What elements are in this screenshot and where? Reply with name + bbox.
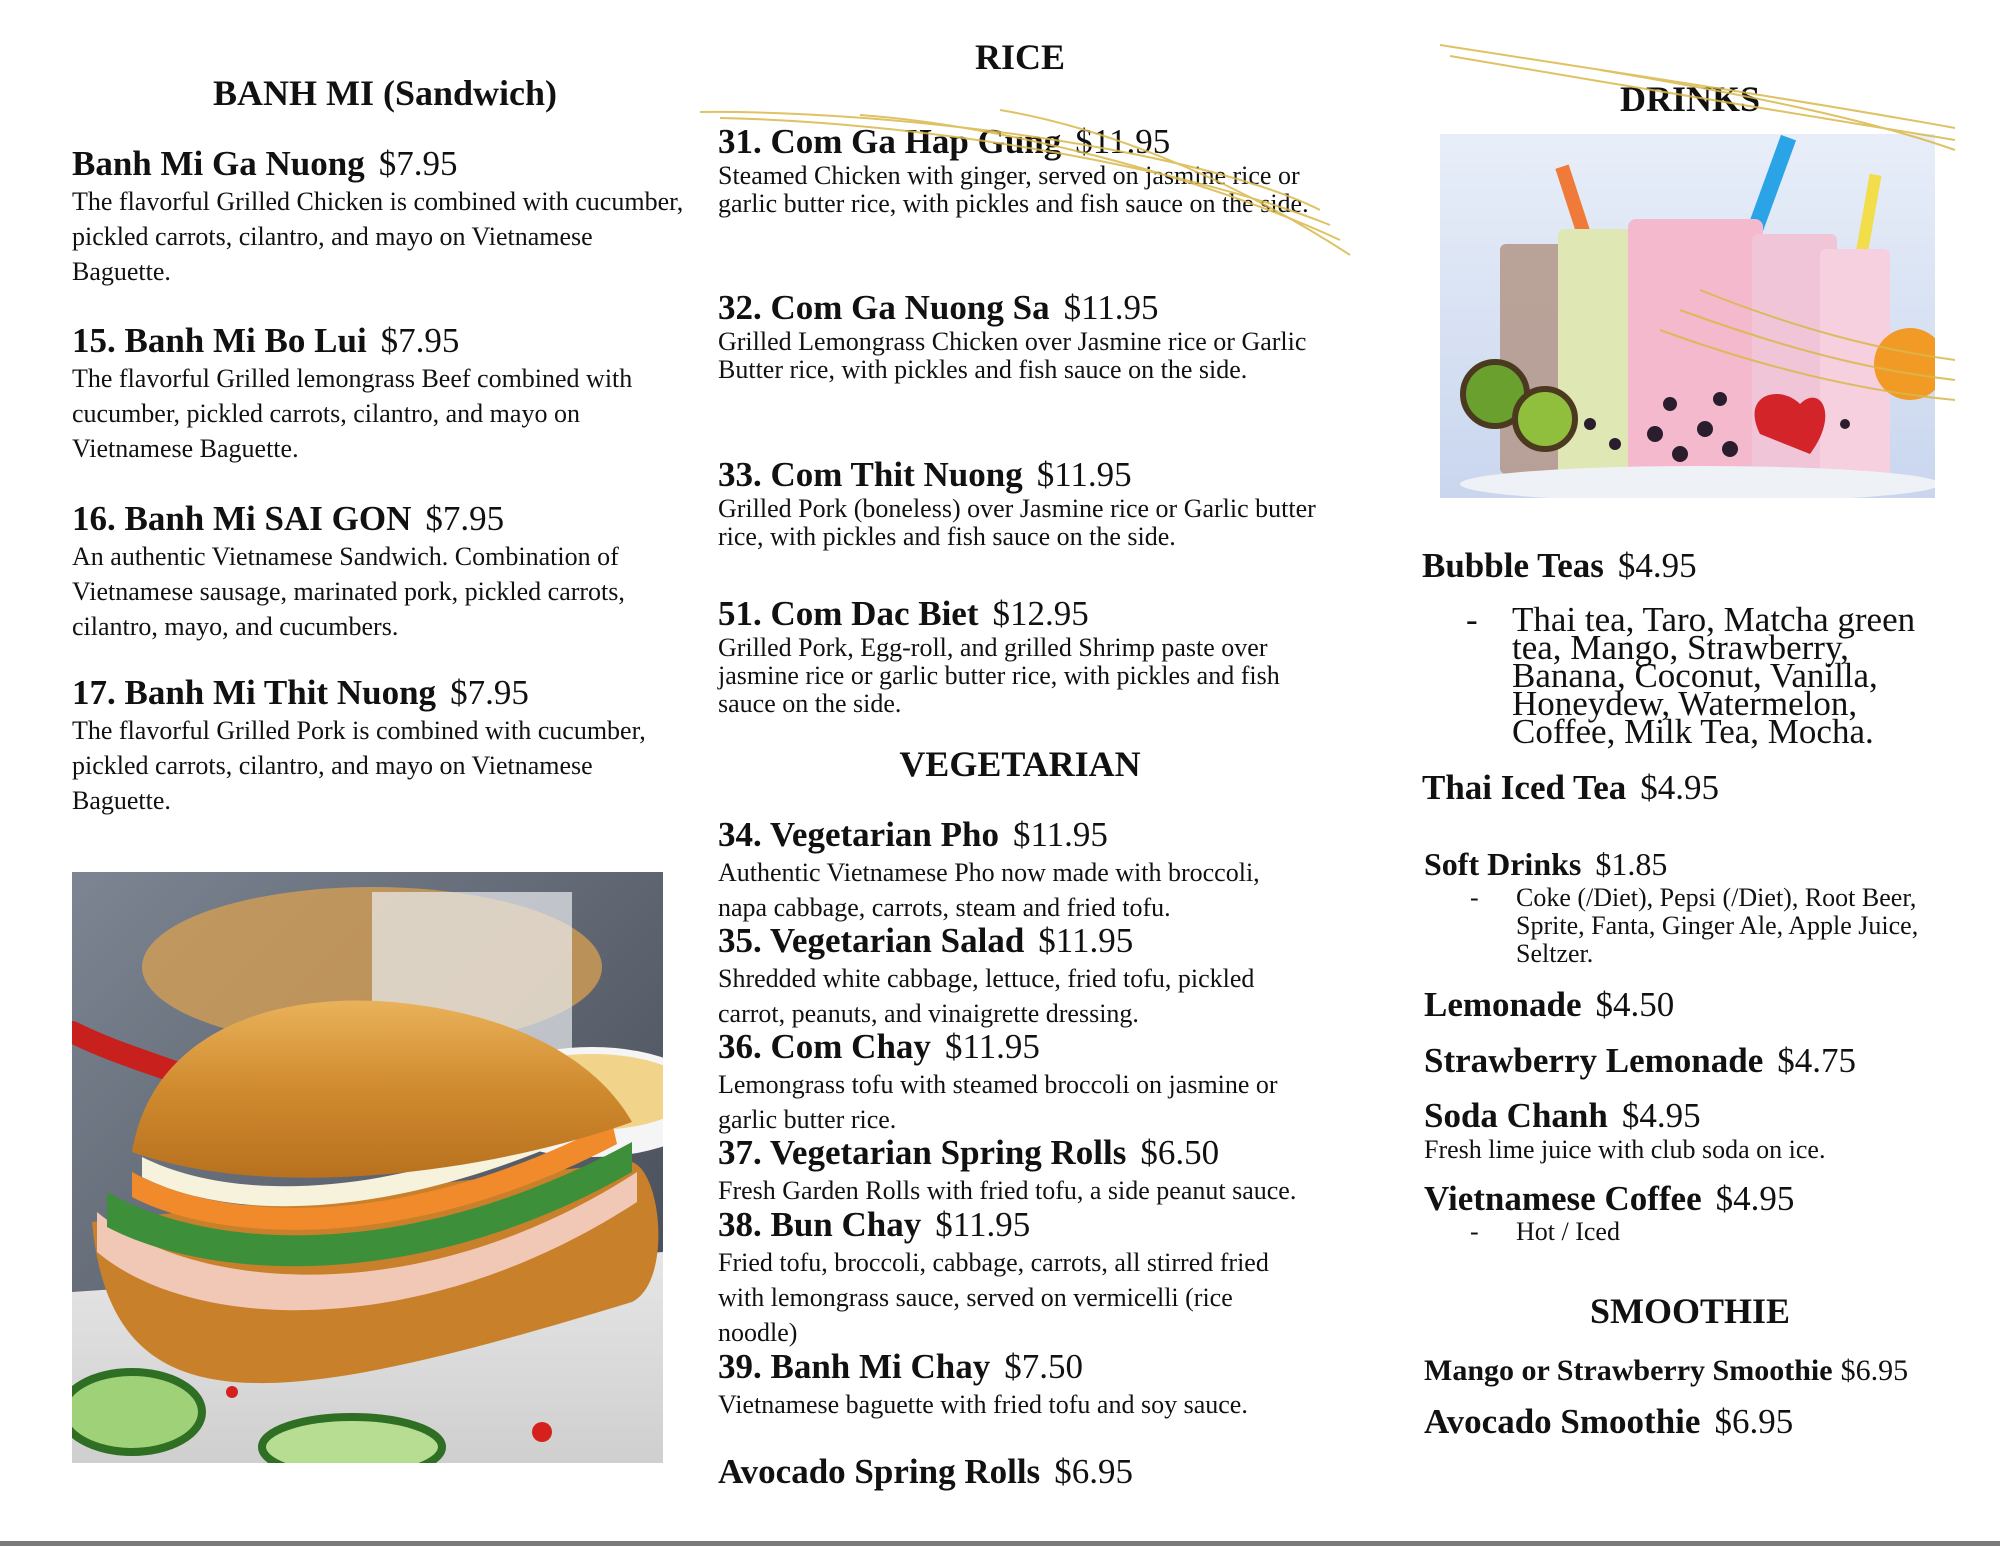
item-name: 34. Vegetarian Pho $11.95 [718,815,1108,854]
item-name: 32. Com Ga Nuong Sa $11.95 [718,288,1159,327]
bubble-tea-flavor-list [1466,600,1936,751]
item-name: 16. Banh Mi SAI GON $7.95 [72,499,505,538]
banh-mi-photo [72,872,663,1463]
menu-item [72,499,672,644]
item-price: $11.95 [1036,455,1132,494]
item-description: Authentic Vietnamese Pho now made with broccoli, napa cabbage, carrots, steam and fried tofu. [718,858,1260,922]
menu-item [718,1133,1338,1208]
menu-item [718,1205,1308,1350]
drink-item-soft-drinks [1424,847,1944,881]
item-price: $6.95 [1840,1354,1909,1387]
drink-item-thai-iced-tea [1422,768,1942,808]
menu-item [718,594,1318,718]
item-name: 35. Vegetarian Salad $11.95 [718,921,1134,960]
item-description: An authentic Vietnamese Sandwich. Combination of Vietnamese sausage, marinated pork, pickled carrots, cilantro, mayo, and cucumbers. [72,542,625,641]
item-price: $6.95 [1714,1402,1794,1441]
item-name: Mango or Strawberry Smoothie $6.95 [1424,1354,1909,1387]
item-description: Grilled Lemongrass Chicken over Jasmine rice or Garlic Butter rice, with pickles and fish sauce on the side. [718,327,1307,384]
item-description: The flavorful Grilled lemongrass Beef combined with cucumber, pickled carrots, cilantro, and mayo on Vietnamese Baguette. [72,364,633,463]
coffee-options [1470,1218,1870,1246]
menu-item [718,921,1308,1031]
item-description: Fresh Garden Rolls with fried tofu, a side peanut sauce. [718,1176,1297,1205]
item-description: Grilled Pork (boneless) over Jasmine rice or Garlic butter rice, with pickles and fish sauce on the side. [718,494,1316,551]
item-name: 31. Com Ga Hap Gung $11.95 [718,122,1171,161]
item-price: $4.95 [1715,1179,1795,1218]
menu-item [72,673,692,818]
item-price: $4.75 [1777,1041,1857,1080]
item-price: $1.85 [1595,846,1668,882]
item-price: $11.95 [1012,815,1108,854]
item-description: Fresh lime juice with club soda on ice. [1424,1135,1826,1164]
item-price: $11.95 [935,1205,1031,1244]
vegetarian-section-title: VEGETARIAN [899,744,1141,784]
drink-item-vietnamese-coffee [1424,1179,1944,1219]
item-description: Fried tofu, broccoli, cabbage, carrots, all stirred fried with lemongrass sauce, served on vermicelli (rice noodle) [718,1248,1269,1347]
item-name: Vietnamese Coffee $4.95 [1424,1179,1795,1218]
menu-item [718,122,1338,218]
drink-item-strawberry-lemonade [1424,1041,1944,1081]
item-description: Vietnamese baguette with fried tofu and soy sauce. [718,1390,1248,1419]
item-description: Steamed Chicken with ginger, served on jasmine rice or garlic butter rice, with pickles and fish sauce on the side. [718,161,1309,218]
page-bottom-border [0,1541,2000,1546]
item-description: The flavorful Grilled Chicken is combined with cucumber, pickled carrots, cilantro, and mayo on Vietnamese Baguette. [72,187,684,286]
item-name: 33. Com Thit Nuong $11.95 [718,455,1132,494]
item-name: 39. Banh Mi Chay $7.50 [718,1347,1084,1386]
item-name: 17. Banh Mi Thit Nuong $7.95 [72,673,529,712]
item-description: Lemongrass tofu with steamed broccoli on jasmine or garlic butter rice. [718,1070,1278,1134]
item-price: $11.95 [944,1027,1040,1066]
list-dash: - [1470,1217,1479,1246]
item-price: $11.95 [1063,288,1159,327]
coffee-options-text: Hot / Iced [1516,1217,1620,1246]
item-price: $7.95 [380,321,460,360]
item-price: $4.95 [1640,768,1719,807]
menu-item [718,1027,1308,1137]
menu-item [72,144,692,289]
item-description: Grilled Pork, Egg-roll, and grilled Shrimp paste over jasmine rice or garlic butter rice, with pickles and fish sauce on the side. [718,633,1280,718]
drink-item-bubble-teas [1422,546,1942,586]
item-name: Strawberry Lemonade $4.75 [1424,1041,1857,1080]
item-description: Shredded white cabbage, lettuce, fried tofu, pickled carrot, peanuts, and vinaigrette dressing. [718,964,1255,1028]
item-name: 51. Com Dac Biet $12.95 [718,594,1089,633]
banh-mi-section-title: BANH MI (Sandwich) [212,73,558,113]
item-price: $4.95 [1617,546,1697,585]
item-name: Soft Drinks $1.85 [1424,846,1668,882]
menu-item [718,815,1308,925]
item-name: 15. Banh Mi Bo Lui $7.95 [72,321,460,360]
item-name: Banh Mi Ga Nuong $7.95 [72,144,458,183]
list-dash: - [1470,883,1479,912]
item-name: Lemonade $4.50 [1424,985,1675,1024]
menu-item [718,1452,1318,1492]
rice-section-title: RICE [974,37,1066,77]
item-name: Soda Chanh $4.95 [1424,1096,1701,1135]
item-price: $11.95 [1038,921,1134,960]
list-dash: - [1466,600,1478,639]
flavor-text: Thai tea, Taro, Matcha green tea, Mango, Strawberry, Banana, Coconut, Vanilla, Honeydew, Watermelon, Coffee, Milk Tea, Mocha. [1512,600,1916,751]
item-price: $11.95 [1075,122,1171,161]
item-name: Avocado Smoothie $6.95 [1424,1402,1794,1441]
item-price: $6.50 [1140,1133,1220,1172]
smoothie-section-title: SMOOTHIE [1589,1291,1791,1331]
smoothie-item [1424,1351,1964,1391]
item-description: The flavorful Grilled Pork is combined with cucumber, pickled carrots, cilantro, and mayo on Vietnamese Baguette. [72,716,646,815]
item-price: $7.95 [378,144,458,183]
item-name: 38. Bun Chay $11.95 [718,1205,1031,1244]
soft-drinks-list [1470,884,1940,968]
menu-item [718,455,1318,551]
item-price: $7.95 [425,499,505,538]
menu-item [72,321,672,466]
drink-item-soda-chanh [1424,1096,1944,1164]
item-price: $7.95 [450,673,529,712]
item-price: $4.95 [1621,1096,1701,1135]
soft-drinks-text: Coke (/Diet), Pepsi (/Diet), Root Beer, Sprite, Fanta, Ginger Ale, Apple Juice, Seltzer. [1516,883,1919,968]
item-price: $4.50 [1595,985,1675,1024]
drink-item-lemonade [1424,985,1944,1025]
item-price: $6.95 [1054,1452,1133,1491]
menu-item [718,288,1318,384]
item-name: 36. Com Chay $11.95 [718,1027,1040,1066]
item-name: Thai Iced Tea $4.95 [1422,768,1719,807]
item-name: Avocado Spring Rolls $6.95 [718,1452,1133,1491]
menu-item [718,1347,1318,1422]
bubble-tea-photo [1440,134,1935,498]
item-price: $7.50 [1004,1347,1084,1386]
drinks-section-title: DRINKS [1619,79,1761,119]
item-name: 37. Vegetarian Spring Rolls $6.50 [718,1133,1220,1172]
item-name: Bubble Teas $4.95 [1422,546,1697,585]
smoothie-item [1424,1402,1964,1442]
item-price: $12.95 [992,594,1089,633]
